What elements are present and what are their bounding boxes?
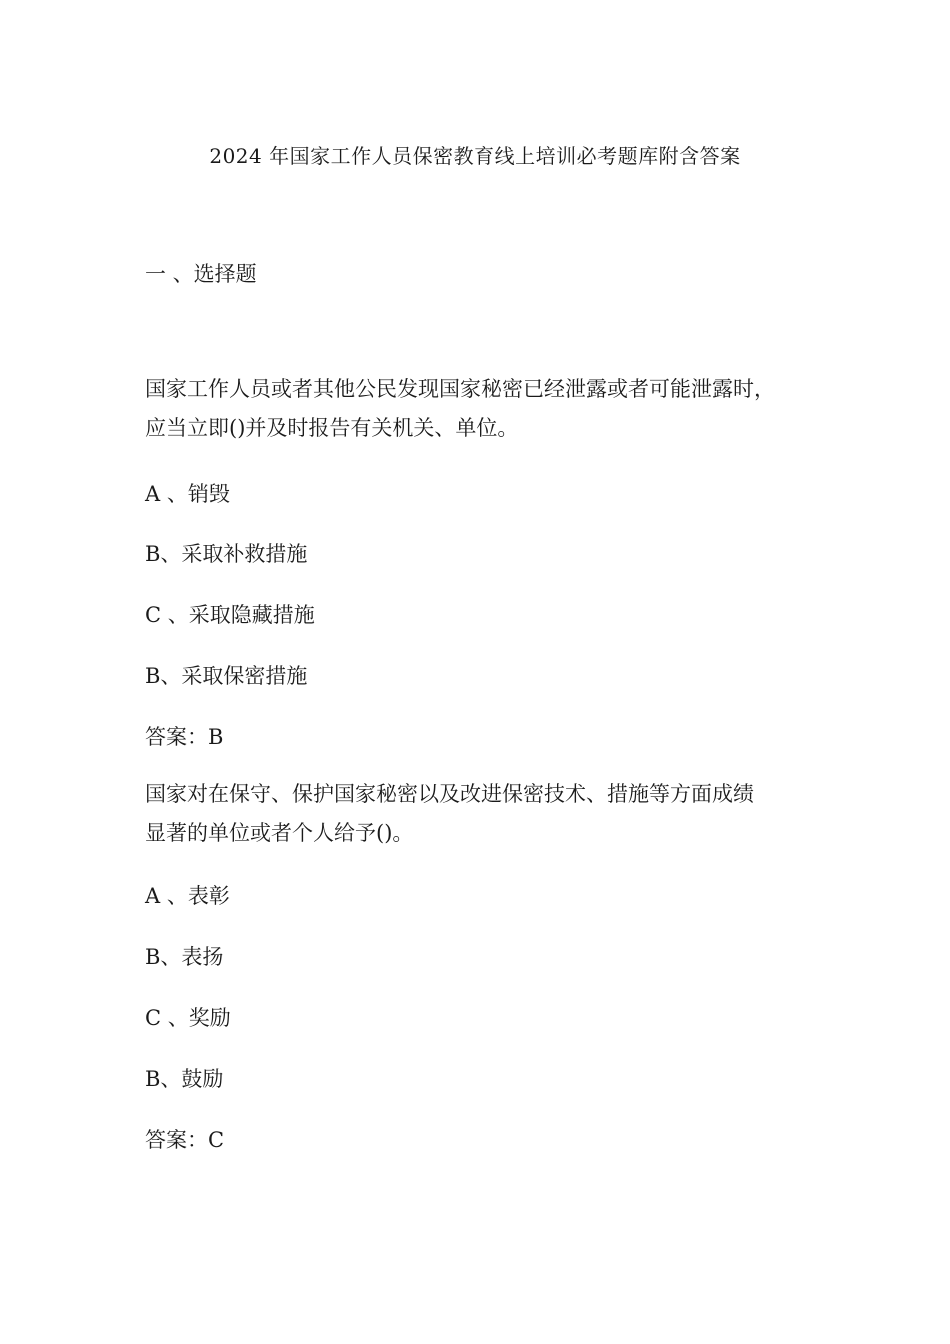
question-1-line-2: 应当立即()并及时报告有关机关、单位。 — [145, 416, 519, 440]
question-1-option-d: B、采取保密措施 — [145, 664, 308, 688]
question-1-text — [145, 370, 835, 448]
question-2-line-2: 显著的单位或者个人给予()。 — [145, 821, 414, 845]
question-2-option-d: B、鼓励 — [145, 1067, 224, 1091]
question-1-option-c: C 、采取隐藏措施 — [145, 603, 315, 627]
question-1-line-1: 国家工作人员或者其他公民发现国家秘密已经泄露或者可能泄露时， — [145, 377, 775, 401]
question-2-option-a: A 、表彰 — [145, 884, 230, 908]
document-title: 2024 年国家工作人员保密教育线上培训必考题库附含答案 — [209, 144, 741, 168]
question-2-answer: 答案：C — [145, 1128, 225, 1152]
question-1-option-b: B、采取补救措施 — [145, 542, 308, 566]
section-heading: 一 、选择题 — [145, 262, 257, 286]
question-2-option-b: B、表扬 — [145, 945, 224, 969]
question-2-option-c: C 、奖励 — [145, 1006, 231, 1030]
question-1-option-a: A 、销毁 — [145, 482, 230, 506]
question-1-answer: 答案：B — [145, 725, 224, 749]
question-2-line-1: 国家对在保守、保护国家秘密以及改进保密技术、措施等方面成绩 — [145, 782, 754, 806]
question-2-text — [145, 775, 835, 853]
